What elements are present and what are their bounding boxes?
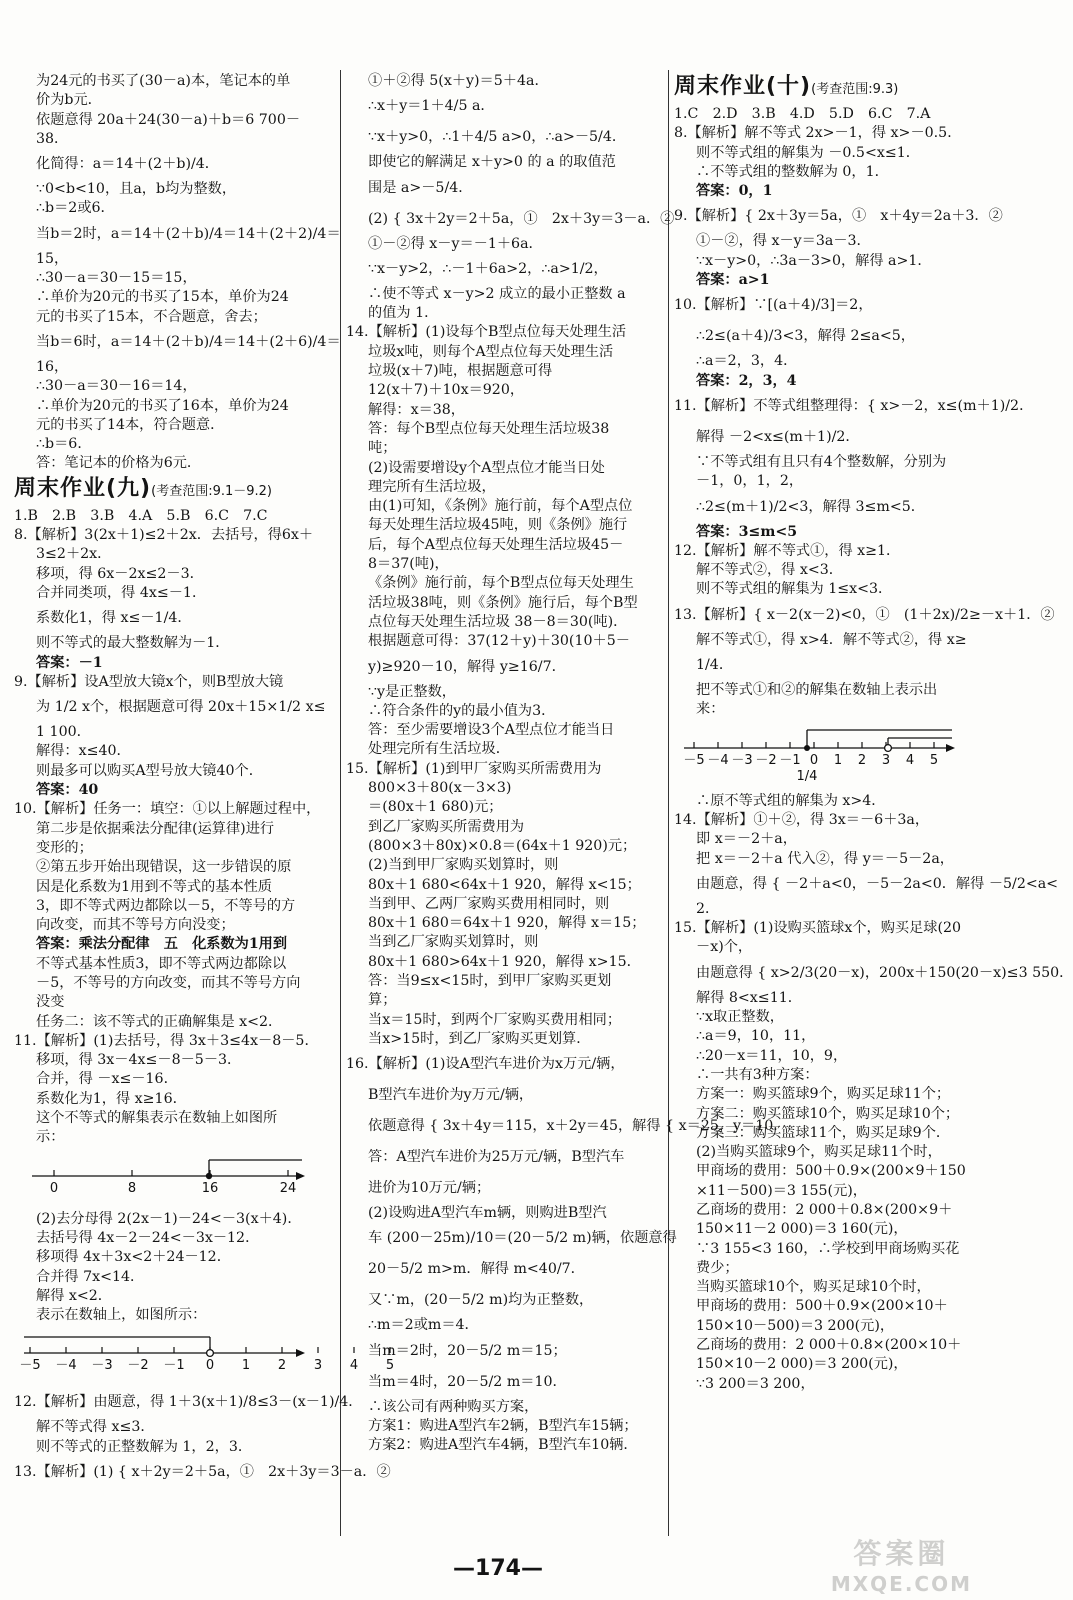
text-line: 表示在数轴上，如图所示：: [36, 1307, 207, 1324]
text-line: 10.【解析】∵[(a＋4)/3]＝2，: [674, 297, 873, 314]
text-line: (2)设购进A型汽车m辆，则购进B型汽: [368, 1205, 607, 1222]
text-line: 1/4．: [696, 657, 734, 674]
text-line: ∴a＝9，10，11，: [696, 1028, 816, 1045]
text-block: [674, 792, 1073, 1394]
text-line: ∴不等式组的整数解为 0，1．: [696, 163, 889, 180]
text-line: ∴2≤(m＋1)/2<3，解得 3≤m<5．: [696, 498, 925, 515]
text-line: 方案二：购买篮球10个，购买足球10个；: [696, 1105, 960, 1122]
text-line: 当x＝15时，到两个厂家购买费用相同；: [368, 1011, 622, 1028]
text-line: 不等式基本性质3，即不等式两边都除以: [36, 955, 287, 972]
tick-label: －3: [91, 1358, 113, 1374]
text-line: 15.【解析】(1)设购买篮球x个，购买足球(20: [674, 920, 962, 937]
tick-label: －2: [755, 752, 777, 768]
text-line: (2)当到甲厂家购买划算时，则: [368, 857, 559, 874]
text-line: 38．: [36, 130, 69, 147]
text-line: 的值为 1．: [368, 305, 439, 322]
heading-title: 周末作业(十): [674, 74, 812, 99]
text-line: ∴使不等式 x－y>2 成立的最小正整数 a: [368, 285, 626, 302]
text-line: 吨；: [368, 440, 397, 457]
text-line: 每天处理生活垃圾45吨，则《条例》施行: [368, 517, 628, 534]
text-line: (2)去分母得 2(2x－1)－24<－3(x＋4)．: [36, 1210, 302, 1227]
text-line: ∵y是正整数，: [368, 683, 456, 700]
text-line: 元的书买了15本，不合题意，舍去；: [36, 308, 267, 325]
text-line: 9.【解析】设A型放大镜x个，则B型放大镜: [14, 673, 284, 690]
text-line: 12.【解析】解不等式①，得 x≥1．: [674, 542, 901, 559]
watermark-url: MXQE.COM: [830, 1572, 972, 1596]
text-line: 则不等式的最大整数解为－1．: [36, 635, 230, 652]
tick-label: 1: [241, 1358, 251, 1374]
heading-scope: (考查范围:9.1－9.2): [151, 483, 272, 499]
text-line: 解不等式①，得 x>4．解不等式②，得 x≥: [696, 631, 967, 648]
tick-label: －5: [19, 1358, 41, 1374]
text-line: 即 x＝－2＋a，: [696, 831, 797, 848]
text-line: 当到甲、乙两厂家购买费用相同时，则: [368, 895, 610, 912]
text-line: 算；: [368, 992, 397, 1009]
text-line: 甲商场的费用：500＋0.9×(200×10＋: [696, 1298, 948, 1315]
text-line: 解不等式②，得 x<3．: [696, 562, 843, 579]
text-line: 答：笔记本的价格为6元．: [36, 455, 202, 472]
text-line: 没变: [36, 994, 65, 1011]
text-line: 150×11－2 000)＝3 160(元)，: [696, 1221, 908, 1238]
text-line: 来：: [696, 701, 725, 718]
text-line: 答案：0，1: [696, 183, 773, 200]
text-line: 方案三：购买篮球11个，购买足球9个．: [696, 1124, 951, 1141]
text-line: 13.【解析】{ x－2(x－2)<0，① (1＋2x)/2≥－x＋1．②: [674, 606, 1055, 623]
text-line: 由题意，得 { －2＋a<0，－5－2a<0．解得 －5/2<a<: [696, 875, 1059, 892]
tick-label: 3: [881, 752, 891, 768]
open-point: [885, 744, 892, 751]
text-line: 答：A型汽车进价为25万元/辆，B型汽车: [368, 1149, 625, 1166]
number-line-x-gt-4: [674, 726, 964, 784]
text-line: 元的书买了14本，符合题意．: [36, 416, 225, 433]
text-line: 当b＝2时，a＝14＋(2＋b)/4＝14＋(2＋2)/4＝: [36, 225, 341, 242]
text-line: (800×3＋80x)×0.8＝(64x＋1 920)元；: [368, 837, 637, 854]
text-line: 150×10－2 000)＝3 200(元)，: [696, 1356, 908, 1373]
text-line: 把 x＝－2＋a 代入②，得 y＝－5－2a，: [696, 850, 954, 867]
text-line: 根据题意可得：37(12＋y)＋30(10＋5－: [368, 633, 630, 650]
text-line: ∴单价为20元的书买了16本，单价为24: [36, 397, 289, 414]
text-line: ∵0<b<10，且a，b均为整数，: [36, 181, 237, 198]
text-line: ∵x－y>2，∴－1＋6a>2，∴a>1/2，: [368, 260, 608, 277]
text-line: 15，: [36, 250, 69, 267]
text-line: 系数化为1，得 x≥16．: [36, 1090, 187, 1107]
page-number: —174—: [453, 1556, 543, 1581]
text-line: 这个不等式的解集表示在数轴上如图所: [36, 1110, 278, 1127]
text-line: 移项得 4x＋3x<2＋24－12．: [36, 1249, 231, 1266]
text-line: 答案：40: [36, 782, 99, 799]
text-line: 20－5/2 m>m．解得 m<40/7．: [368, 1261, 585, 1278]
text-line: 答案：－1: [36, 654, 103, 671]
text-line: 11.【解析】不等式组整理得：{ x>－2，x≤(m＋1)/2．: [674, 397, 1034, 414]
text-line: ∵x－y>0，∴3a－3>0，解得 a>1．: [696, 252, 932, 269]
text-line: 合并得 7x<14．: [36, 1268, 145, 1285]
text-line: 答案：2，3，4: [696, 372, 797, 389]
text-line: 解得：x＝38，: [368, 401, 465, 418]
text-line: (2) { 3x＋2y＝2＋5a，① 2x＋3y＝3－a．②: [368, 210, 675, 227]
axis-arrow: [946, 744, 955, 752]
text-line: 系数化1，得 x≤－1/4．: [36, 610, 192, 627]
text-line: 变形的；: [36, 839, 93, 856]
tick-label: －1: [163, 1358, 185, 1374]
text-block: [14, 1210, 336, 1326]
text-line: 解得 x<2．: [36, 1287, 112, 1304]
text-line: 12.【解析】由题意，得 1＋3(x＋1)/8≤3－(x－1)/4．: [14, 1394, 363, 1411]
tick-label: －2: [127, 1358, 149, 1374]
text-line: 答案：a>1: [696, 272, 770, 289]
text-line: 向改变，而其不等号方向没变；: [36, 917, 235, 934]
text-line: 11.【解析】(1)去括号，得 3x＋3≤4x－8－5．: [14, 1032, 319, 1049]
watermark-logo: [831, 1532, 972, 1596]
text-line: ∵x取正整数，: [696, 1009, 784, 1026]
text-line: 9.【解析】{ 2x＋3y＝5a，① x＋4y＝2a＋3．②: [674, 208, 1003, 225]
text-line: (2)当购买篮球9个，购买足球11个时，: [696, 1144, 942, 1161]
text-line: B型汽车进价为y万元/辆，: [368, 1087, 534, 1104]
text-line: 方案一：购买篮球9个，购买足球11个；: [696, 1086, 951, 1103]
text-line: 答：至少需要增设3个A型点位才能当日: [368, 722, 615, 739]
text-line: ∵不等式组有且只有4个整数解，分别为: [696, 453, 947, 470]
tick-label: 24: [279, 1180, 297, 1196]
text-line: 去括号得 4x－2－24<－3x－12．: [36, 1229, 260, 1246]
text-line: 围是 a>－5/4．: [368, 179, 473, 196]
text-line: 依题意得 { 3x＋4y＝115，x＋2y＝45，解得 { x＝25，y＝10．: [368, 1118, 788, 1135]
text-line: 第二步是依据乘法分配律(运算律)进行: [36, 820, 275, 837]
text-line: 16.【解析】(1)设A型汽车进价为x万元/辆，: [346, 1056, 625, 1073]
text-line: 当购买篮球10个，购买足球10个时，: [696, 1279, 931, 1296]
watermark-text: 答案圈: [853, 1537, 950, 1570]
text-line: 8.【解析】3(2x＋1)≤2＋2x．去括号，得6x＋: [14, 527, 314, 544]
tick-label: 5: [385, 1358, 395, 1374]
text-line: 12(x＋7)＋10x＝920，: [368, 382, 525, 399]
text-line: 到乙厂家购买所需费用为: [368, 818, 525, 835]
tick-label: 2: [857, 752, 867, 768]
text-line: 1 100．: [36, 724, 91, 741]
text-line: ∴b＝2或6．: [36, 200, 115, 217]
text-line: －1，0，1，2，: [696, 473, 804, 490]
text-line: ②第五步开始出现错误，这一步错误的原: [36, 859, 292, 876]
number-line-x-ge-16: [14, 1154, 314, 1202]
text-line: 方案2：购进A型汽车4辆，B型汽车10辆．: [368, 1437, 638, 1454]
tick-label: －3: [731, 752, 753, 768]
text-line: 后，每个A型点位每天处理生活垃圾45－: [368, 536, 624, 553]
column-divider: [668, 70, 669, 1536]
text-block: [14, 507, 336, 1148]
text-block: [674, 105, 1055, 720]
text-line: ∴a＝2，3，4．: [696, 353, 798, 370]
section-heading-weekend-9: [14, 474, 336, 507]
text-line: 理完所有生活垃圾，: [368, 478, 496, 495]
text-line: ∴m＝2或m＝4．: [368, 1317, 479, 1334]
text-line: 解不等式得 x≤3．: [36, 1419, 155, 1436]
text-line: －x)个，: [696, 939, 753, 956]
text-line: ∴原不等式组的解集为 x>4．: [696, 792, 886, 809]
tick-label: 3: [313, 1358, 323, 1374]
text-line: 14.【解析】①＋②，得 3x＝－6＋3a，: [674, 811, 930, 828]
heading-scope: (考查范围:9.3): [811, 82, 899, 97]
text-line: ∴30－a＝30－15＝15，: [36, 270, 197, 287]
text-line: 解得：x≤40．: [36, 743, 131, 760]
text-line: 当x>15时，到乙厂家购买更划算．: [368, 1030, 591, 1047]
text-line: 则不等式组的解集为 1≤x<3．: [696, 581, 893, 598]
text-line: ∴该公司有两种购买方案，: [368, 1398, 539, 1415]
text-line: 因是化系数为1用到不等式的基本性质: [36, 878, 273, 895]
text-line: 答：每个B型点位每天处理生活垃圾38: [368, 420, 610, 437]
text-line: 垃圾(x＋7)吨，根据题意可得: [368, 363, 553, 380]
text-line: ∴b＝6．: [36, 436, 92, 453]
text-line: ∵x＋y>0，∴1＋4/5 a>0，∴a>－5/4．: [368, 129, 627, 146]
axis-arrow: [296, 1349, 305, 1357]
text-line: 点位每天处理生活垃圾 38－8＝30(吨)．: [368, 613, 628, 630]
text-line: 当m＝2时，20－5/2 m＝15；: [368, 1342, 567, 1359]
text-line: 解得 －2<x≤(m＋1)/2．: [696, 428, 860, 445]
text-line: 15.【解析】(1)到甲厂家购买所需费用为: [346, 760, 602, 777]
text-line: 2．: [696, 900, 720, 917]
text-line: 80x＋1 680<64x＋1 920，解得 x<15；: [368, 876, 641, 893]
text-line: 当b＝6时，a＝14＋(2＋b)/4＝14＋(2＋6)/4＝: [36, 333, 341, 350]
axis-arrow: [296, 1172, 305, 1180]
text-line: 由题意得 { x>2/3(20－x)，200x＋150(20－x)≤3 550．: [696, 964, 1073, 981]
text-line: 示：: [36, 1129, 65, 1146]
text-line: 《条例》施行前，每个B型点位每天处理生: [368, 575, 634, 592]
text-line: 答案：乘法分配律 五 化系数为1用到: [36, 936, 288, 953]
tick-label: 0: [809, 752, 819, 768]
text-line: 14.【解析】(1)设每个B型点位每天处理生活: [346, 324, 627, 341]
text-line: 解得 8<x≤11．: [696, 989, 802, 1006]
text-line: ①＋②得 5(x＋y)＝5＋4a．: [368, 73, 549, 89]
text-line: 150×10－500)＝3 200(元)，: [696, 1317, 895, 1334]
column-left: [14, 72, 395, 1538]
text-line: 合并同类项，得 4x≤－1．: [36, 584, 207, 601]
section-heading-weekend-10: [674, 72, 984, 105]
text-line: ∴单价为20元的书买了15本，单价为24: [36, 289, 289, 306]
number-line-x-lt-2: [14, 1331, 395, 1379]
open-point: [207, 1350, 214, 1357]
tick-label: 5: [929, 752, 939, 768]
text-line: ＝(80x＋1 680)元；: [368, 799, 503, 816]
text-line: y)≥920－10，解得 y≥16/7．: [368, 658, 566, 675]
text-line: 80x＋1 680>64x＋1 920，解得 x>15．: [368, 953, 641, 970]
text-line: 3，即不等式两边都除以－5，不等号的方: [36, 897, 296, 914]
text-line: 把不等式①和②的解集在数轴上表示出: [696, 682, 938, 699]
closed-point: [206, 1172, 212, 1178]
tick-label: －5: [683, 752, 705, 768]
text-block: [14, 72, 341, 474]
text-line: ∴x＋y＝1＋4/5 a．: [368, 98, 495, 115]
text-line: 13.【解析】(1) { x＋2y＝2＋5a，① 2x＋3y＝3－a．②: [14, 1464, 391, 1481]
text-line: －5，不等号的方向改变，而其不等号方向: [36, 974, 301, 991]
text-line: 依题意得 20a＋24(30－a)＋b＝6 700－: [36, 111, 301, 128]
text-line: 进价为10万元/辆；: [368, 1180, 491, 1197]
text-line: 1.C 2.D 3.B 4.D 5.D 6.C 7.A: [674, 106, 931, 122]
text-line: 即使它的解满足 x＋y>0 的 a 的取值范: [368, 154, 616, 171]
text-line: ∴符合条件的y的最小值为3．: [368, 702, 556, 719]
tick-label: 0: [205, 1358, 215, 1374]
tick-label: －1: [779, 752, 801, 768]
text-line: 80x＋1 680＝64x＋1 920，解得 x＝15；: [368, 915, 646, 932]
text-line: 乙商场的费用：2 000＋0.8×(200×10＋: [696, 1337, 962, 1354]
tick-label: 8: [127, 1180, 137, 1196]
text-line: ∴30－a＝30－16＝14，: [36, 378, 197, 395]
text-line: 又∵m，(20－5/2 m)均为正整数，: [368, 1292, 594, 1309]
text-line: 方案1：购进A型汽车2辆，B型汽车15辆；: [368, 1418, 638, 1435]
text-line: 任务二：该不等式的正确解集是 x<2．: [36, 1013, 283, 1030]
text-line: 为 1/2 x个，根据题意可得 20x＋15×1/2 x≤: [36, 699, 326, 716]
text-block: [14, 1387, 391, 1488]
closed-point: [804, 745, 810, 751]
tick-label: －4: [707, 752, 729, 768]
text-line: 为24元的书买了(30－a)本，笔记本的单: [36, 73, 291, 89]
text-line: 8＝37(吨)，: [368, 556, 449, 573]
text-line: 甲商场的费用：500＋0.9×(200×9＋150: [696, 1163, 966, 1180]
text-line: 由(1)可知，《条例》施行前，每个A型点位: [368, 498, 633, 515]
text-line: 当到乙厂家购买划算时，则: [368, 934, 539, 951]
text-line: 价为b元．: [36, 92, 102, 109]
text-line: ∴2≤(a＋4)/3<3，解得 2≤a<5，: [696, 328, 915, 345]
text-line: 答案：3≤m<5: [696, 523, 798, 540]
tick-label: 0: [49, 1180, 59, 1196]
tick-label: 1: [833, 752, 843, 768]
tick-label: －4: [55, 1358, 77, 1374]
column-right: [674, 72, 1073, 1538]
tick-label: 16: [201, 1180, 219, 1196]
text-line: 1.B 2.B 3.B 4.A 5.B 6.C 7.C: [14, 507, 268, 524]
text-line: 当m＝4时，20－5/2 m＝10．: [368, 1373, 567, 1390]
text-line: 则不等式的正整数解为 1，2，3．: [36, 1438, 253, 1455]
text-line: 800×3＋80(x－3×3): [368, 780, 512, 797]
text-line: ∴20－x＝11，10，9，: [696, 1047, 848, 1064]
text-line: ①－②得 x－y＝－1＋6a．: [368, 235, 543, 252]
text-line: 3≤2＋2x．: [36, 546, 112, 563]
heading-title: 周末作业(九): [14, 475, 152, 501]
text-line: (2)设需要增设y个A型点位才能当日处: [368, 459, 605, 476]
text-line: 16，: [36, 358, 69, 375]
column-divider: [340, 70, 341, 1536]
text-line: 活垃圾38吨，则《条例》施行后，每个B型: [368, 594, 638, 611]
tick-label: 4: [905, 752, 915, 768]
text-line: ×11－500)＝3 155(元)，: [696, 1182, 867, 1199]
text-line: 10.【解析】任务一：填空：①以上解题过程中，: [14, 801, 321, 818]
text-line: 则不等式组的解集为 －0.5<x≤1．: [696, 144, 920, 161]
text-line: 答：当9≤x<15时，到甲厂家购买更划: [368, 972, 612, 989]
text-line: 则最多可以购买A型号放大镜40个．: [36, 762, 263, 779]
text-line: 乙商场的费用：2 000＋0.8×(200×9＋: [696, 1201, 953, 1218]
text-line: 8.【解析】解不等式 2x>－1，得 x>－0.5．: [674, 125, 962, 142]
text-line: 移项，得 6x－2x≤2－3．: [36, 565, 204, 582]
tick-label: 2: [277, 1358, 287, 1374]
text-line: 移项，得 3x－4x≤－8－5－3．: [36, 1052, 242, 1069]
text-line: ∵3 155<3 160，∴学校到甲商场购买花: [696, 1240, 960, 1257]
text-line: ∵3 200＝3 200，: [696, 1375, 815, 1392]
text-line: ∴一共有3种方案：: [696, 1066, 819, 1083]
text-line: 费少；: [696, 1259, 739, 1276]
text-line: 垃圾x吨，则每个A型点位每天处理生活: [368, 343, 614, 360]
text-line: 处理完所有生活垃圾．: [368, 741, 510, 758]
text-line: ①－②，得 x－y＝3a－3．: [696, 233, 871, 250]
text-line: 合并，得 －x≤－16．: [36, 1071, 178, 1088]
tick-label-quarter: 1/4: [796, 768, 818, 784]
tick-label: 4: [349, 1358, 359, 1374]
text-line: 化简得：a＝14＋(2＋b)/4．: [36, 156, 219, 173]
text-line: 车 (200－25m)/10＝(20－5/2 m)辆，依题意得: [368, 1230, 677, 1247]
